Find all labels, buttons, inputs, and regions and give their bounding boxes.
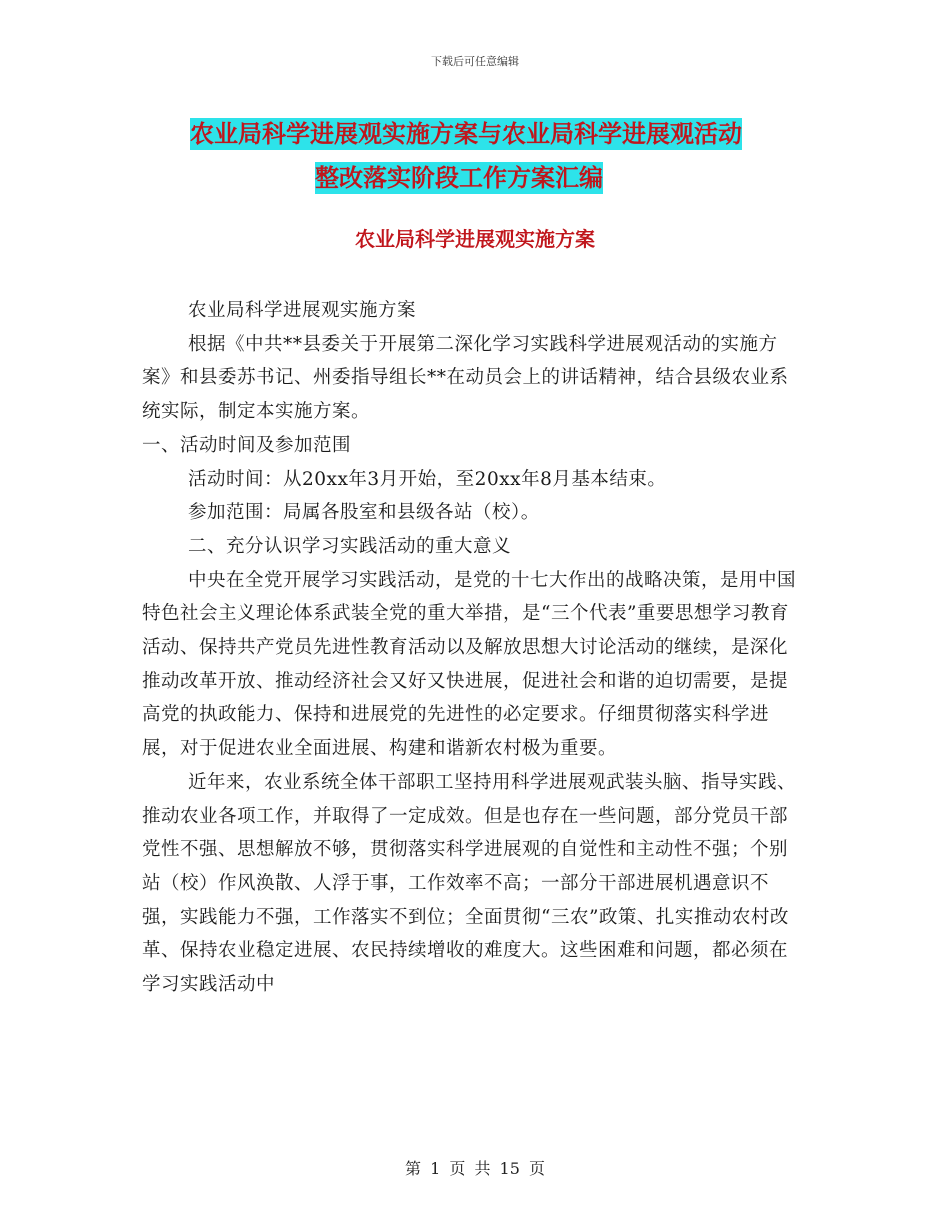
paragraph: 中央在全党开展学习实践活动，是党的十七大作出的战略决策，是用中国特色社会主义理论体系武装全党的重大举措，是“三个代表”重要思想学习教育活动、保持共产党员先进性教育活动以及解放思想大讨论活动的继续，是深化推动改革开放、推动经济社会又好又快进展，促进社会和谐的迫切需要，是提高党的执政能力、保持和进展党的先进性的必定要求。仔细贯彻落实科学进展，对于促进农业全面进展、构建和谐新农村极为重要。 — [142, 569, 797, 760]
title-line-2: 整改落实阶段工作方案汇编 — [315, 164, 603, 192]
paragraph: 参加范围：局属各股室和县级各站（校）。 — [188, 502, 540, 524]
heading-paragraph: 一、活动时间及参加范围 — [142, 434, 352, 456]
title-line-1: 农业局科学进展观实施方案与农业局科学进展观活动 — [190, 120, 742, 148]
paragraph: 根据《中共**县委关于开展第二深化学习实践科学进展观活动的实施方案》和县委苏书记、州委指导组长**在动员会上的讲话精神，结合县级农业系统实际，制定本实施方案。 — [142, 333, 789, 423]
paragraph: 近年来，农业系统全体干部职工坚持用科学进展观武装头脑、指导实践、推动农业各项工作，并取得了一定成效。但是也存在一些问题，部分党员干部党性不强、思想解放不够，贯彻落实科学进展观的自觉性和主动性不强；个别站（校）作风涣散、人浮于事，工作效率不高；一部分干部进展机遇意识不强，实践能力不强，工作落实不到位；全面贯彻“三农”政策、扎实推动农村改革、保持农业稳定进展、农民持续增收的难度大。这些困难和问题，都必须在学习实践活动中 — [142, 771, 797, 996]
section-title: 农业局科学进展观实施方案 — [355, 227, 595, 251]
paragraph: 活动时间：从20xx年3月开始，至20xx年8月基本结束。 — [188, 468, 667, 490]
page-footer: 第 1 页 共 15 页 — [405, 1159, 545, 1178]
document-body — [142, 294, 802, 1002]
heading-paragraph: 二、充分认识学习实践活动的重大意义 — [188, 535, 512, 557]
paragraph: 农业局科学进展观实施方案 — [188, 300, 417, 321]
document-title — [190, 112, 830, 200]
header-note: 下载后可任意编辑 — [431, 55, 519, 68]
